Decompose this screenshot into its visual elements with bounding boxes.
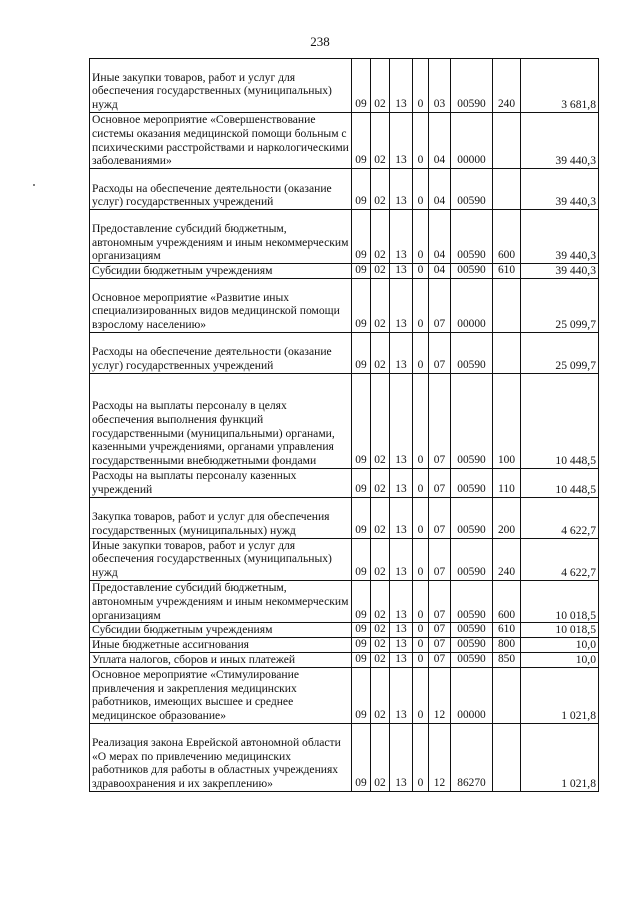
subsection-code-cell: 02 [371,278,390,332]
section-code-cell: 09 [352,59,371,113]
table-row [90,638,599,653]
program-code-cell: 13 [390,723,413,791]
table-row [90,497,599,538]
expense-type-code-cell: 800 [493,638,521,653]
program-code-cell: 13 [390,638,413,653]
section-code-cell: 09 [352,278,371,332]
program-code-cell: 13 [390,373,413,468]
direction-code-cell: 00590 [451,468,493,497]
measure-code-cell: 07 [429,538,451,580]
row-name-cell: Иные закупки товаров, работ и услуг для обеспечения государственных (муниципальных) нужд [90,538,352,580]
table-row [90,113,599,169]
subprogram-code-cell: 0 [413,580,429,622]
subsection-code-cell: 02 [371,210,390,264]
expense-type-code-cell: 600 [493,580,521,622]
row-name-cell: Расходы на обеспечение деятельности (оказание услуг) государственных учреждений [90,332,352,373]
expense-type-code-cell [493,169,521,210]
expense-type-code-cell [493,723,521,791]
subprogram-code-cell: 0 [413,723,429,791]
expense-type-code-cell: 850 [493,652,521,667]
amount-cell: 4 622,7 [521,497,599,538]
subprogram-code-cell: 0 [413,497,429,538]
table-row [90,538,599,580]
program-code-cell: 13 [390,623,413,638]
section-code-cell: 09 [352,113,371,169]
expense-type-code-cell: 100 [493,373,521,468]
amount-cell: 39 440,3 [521,169,599,210]
table-row [90,264,599,279]
amount-cell: 39 440,3 [521,264,599,279]
subsection-code-cell: 02 [371,497,390,538]
table-row [90,723,599,791]
program-code-cell: 13 [390,210,413,264]
subprogram-code-cell: 0 [413,278,429,332]
measure-code-cell: 07 [429,497,451,538]
table-row [90,278,599,332]
table-row [90,652,599,667]
section-code-cell: 09 [352,723,371,791]
program-code-cell: 13 [390,332,413,373]
measure-code-cell: 07 [429,623,451,638]
section-code-cell: 09 [352,538,371,580]
section-code-cell: 09 [352,580,371,622]
direction-code-cell: 00590 [451,580,493,622]
measure-code-cell: 03 [429,59,451,113]
subsection-code-cell: 02 [371,468,390,497]
amount-cell: 39 440,3 [521,113,599,169]
measure-code-cell: 12 [429,723,451,791]
section-code-cell: 09 [352,332,371,373]
subsection-code-cell: 02 [371,723,390,791]
direction-code-cell: 00590 [451,332,493,373]
expense-type-code-cell [493,667,521,723]
amount-cell: 1 021,8 [521,667,599,723]
section-code-cell: 09 [352,468,371,497]
table-row [90,580,599,622]
amount-cell: 25 099,7 [521,278,599,332]
section-code-cell: 09 [352,373,371,468]
row-name-cell: Закупка товаров, работ и услуг для обеспечения государственных (муниципальных) нужд [90,497,352,538]
subprogram-code-cell: 0 [413,332,429,373]
scan-dot [33,184,35,186]
section-code-cell: 09 [352,264,371,279]
amount-cell: 1 021,8 [521,723,599,791]
program-code-cell: 13 [390,169,413,210]
direction-code-cell: 00000 [451,278,493,332]
measure-code-cell: 07 [429,580,451,622]
measure-code-cell: 07 [429,373,451,468]
budget-table [89,58,599,792]
direction-code-cell: 00590 [451,538,493,580]
program-code-cell: 13 [390,264,413,279]
amount-cell: 4 622,7 [521,538,599,580]
subsection-code-cell: 02 [371,652,390,667]
table-row [90,169,599,210]
row-name-cell: Уплата налогов, сборов и иных платежей [90,652,352,667]
subprogram-code-cell: 0 [413,468,429,497]
direction-code-cell: 00590 [451,638,493,653]
direction-code-cell: 00590 [451,264,493,279]
subsection-code-cell: 02 [371,113,390,169]
row-name-cell: Иные бюджетные ассигнования [90,638,352,653]
subsection-code-cell: 02 [371,667,390,723]
table-row [90,468,599,497]
section-code-cell: 09 [352,667,371,723]
subprogram-code-cell: 0 [413,264,429,279]
table-row [90,210,599,264]
amount-cell: 25 099,7 [521,332,599,373]
subsection-code-cell: 02 [371,623,390,638]
subprogram-code-cell: 0 [413,59,429,113]
measure-code-cell: 04 [429,264,451,279]
section-code-cell: 09 [352,652,371,667]
row-name-cell: Реализация закона Еврейской автономной области «О мерах по привлечению медицинских работников для работы в областных учреждениях здравоохранения и их закреплению» [90,723,352,791]
row-name-cell: Предоставление субсидий бюджетным, автономным учреждениям и иным некоммерческим организациям [90,210,352,264]
direction-code-cell: 00590 [451,497,493,538]
page-number: 238 [310,34,330,49]
subprogram-code-cell: 0 [413,623,429,638]
subprogram-code-cell: 0 [413,667,429,723]
subprogram-code-cell: 0 [413,169,429,210]
subprogram-code-cell: 0 [413,538,429,580]
table-row [90,332,599,373]
program-code-cell: 13 [390,580,413,622]
section-code-cell: 09 [352,497,371,538]
amount-cell: 39 440,3 [521,210,599,264]
expense-type-code-cell: 240 [493,538,521,580]
subprogram-code-cell: 0 [413,638,429,653]
subsection-code-cell: 02 [371,538,390,580]
row-name-cell: Основное мероприятие «Стимулирование привлечения и закрепления медицинских работников, имеющих высшее и среднее медицинское образование» [90,667,352,723]
row-name-cell: Расходы на выплаты персоналу казенных учреждений [90,468,352,497]
amount-cell: 10 018,5 [521,580,599,622]
direction-code-cell: 00590 [451,623,493,638]
direction-code-cell: 00000 [451,113,493,169]
table-row [90,373,599,468]
subprogram-code-cell: 0 [413,210,429,264]
subprogram-code-cell: 0 [413,113,429,169]
amount-cell: 3 681,8 [521,59,599,113]
amount-cell: 10,0 [521,652,599,667]
subsection-code-cell: 02 [371,580,390,622]
measure-code-cell: 04 [429,169,451,210]
amount-cell: 10 448,5 [521,373,599,468]
row-name-cell: Иные закупки товаров, работ и услуг для обеспечения государственных (муниципальных) нужд [90,59,352,113]
measure-code-cell: 07 [429,332,451,373]
subprogram-code-cell: 0 [413,652,429,667]
table-row [90,667,599,723]
subsection-code-cell: 02 [371,59,390,113]
section-code-cell: 09 [352,638,371,653]
direction-code-cell: 86270 [451,723,493,791]
row-name-cell: Основное мероприятие «Развитие иных специализированных видов медицинской помощи взрослому населению» [90,278,352,332]
section-code-cell: 09 [352,169,371,210]
direction-code-cell: 00590 [451,169,493,210]
expense-type-code-cell [493,332,521,373]
expense-type-code-cell: 600 [493,210,521,264]
program-code-cell: 13 [390,468,413,497]
program-code-cell: 13 [390,278,413,332]
row-name-cell: Расходы на обеспечение деятельности (оказание услуг) государственных учреждений [90,169,352,210]
measure-code-cell: 04 [429,113,451,169]
subsection-code-cell: 02 [371,169,390,210]
program-code-cell: 13 [390,538,413,580]
section-code-cell: 09 [352,210,371,264]
measure-code-cell: 07 [429,638,451,653]
amount-cell: 10 018,5 [521,623,599,638]
measure-code-cell: 07 [429,468,451,497]
amount-cell: 10,0 [521,638,599,653]
direction-code-cell: 00590 [451,373,493,468]
program-code-cell: 13 [390,667,413,723]
direction-code-cell: 00590 [451,210,493,264]
subsection-code-cell: 02 [371,638,390,653]
expense-type-code-cell [493,278,521,332]
expense-type-code-cell: 110 [493,468,521,497]
row-name-cell: Основное мероприятие «Совершенствование системы оказания медицинской помощи больным с психическими расстройствами и наркологическими заболеваниями» [90,113,352,169]
direction-code-cell: 00590 [451,652,493,667]
measure-code-cell: 04 [429,210,451,264]
program-code-cell: 13 [390,113,413,169]
expense-type-code-cell: 610 [493,623,521,638]
expense-type-code-cell: 610 [493,264,521,279]
program-code-cell: 13 [390,652,413,667]
program-code-cell: 13 [390,59,413,113]
table-row [90,623,599,638]
expense-type-code-cell: 240 [493,59,521,113]
program-code-cell: 13 [390,497,413,538]
subsection-code-cell: 02 [371,332,390,373]
subprogram-code-cell: 0 [413,373,429,468]
section-code-cell: 09 [352,623,371,638]
direction-code-cell: 00590 [451,59,493,113]
row-name-cell: Субсидии бюджетным учреждениям [90,623,352,638]
row-name-cell: Предоставление субсидий бюджетным, автономным учреждениям и иным некоммерческим организациям [90,580,352,622]
expense-type-code-cell: 200 [493,497,521,538]
measure-code-cell: 07 [429,278,451,332]
amount-cell: 10 448,5 [521,468,599,497]
row-name-cell: Субсидии бюджетным учреждениям [90,264,352,279]
table-body [90,59,599,792]
subsection-code-cell: 02 [371,264,390,279]
subsection-code-cell: 02 [371,373,390,468]
row-name-cell: Расходы на выплаты персоналу в целях обеспечения выполнения функций государственными (муниципальными) органами, казенными учреждениями, органами управления государственными внебюджетными фондами [90,373,352,468]
direction-code-cell: 00000 [451,667,493,723]
table-row [90,59,599,113]
measure-code-cell: 07 [429,652,451,667]
measure-code-cell: 12 [429,667,451,723]
expense-type-code-cell [493,113,521,169]
